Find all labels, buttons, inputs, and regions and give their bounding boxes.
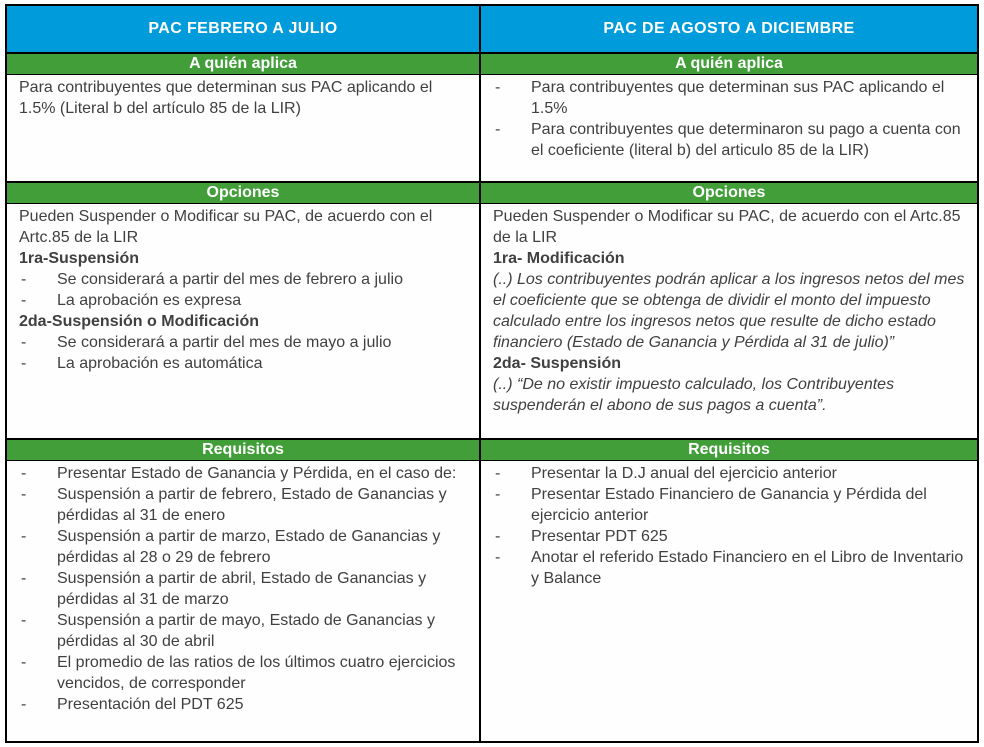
- column-header-pac-febrero-julio: PAC FEBRERO A JULIO: [7, 6, 481, 52]
- bullet-dash: -: [21, 570, 27, 587]
- list-item: [493, 547, 969, 589]
- bullet-text: Presentar Estado de Ganancia y Pérdida, en el caso de:: [57, 465, 457, 482]
- bullet-dash: -: [495, 465, 501, 482]
- bullet-text: Suspensión a partir de febrero, Estado de Ganancias y pérdidas al 31 de enero: [57, 486, 447, 524]
- paragraph: Pueden Suspender o Modificar su PAC, de acuerdo con el Artc.85 de la LIR: [19, 208, 433, 246]
- list-item: [19, 353, 471, 374]
- subheading-2da-suspension: 2da- Suspensión: [493, 355, 622, 372]
- bullet-dash: -: [21, 271, 27, 288]
- bullet-dash: -: [495, 486, 501, 503]
- table-header-row: [7, 6, 977, 52]
- bullet-text: Anotar el referido Estado Financiero en el Libro de Inventario y Balance: [531, 549, 964, 587]
- list-item: [493, 526, 969, 547]
- bullet-dash: -: [495, 528, 501, 545]
- bullet-text: Presentar la D.J anual del ejercicio anterior: [531, 465, 837, 482]
- section-row-opciones: [7, 181, 977, 204]
- section-title-requisitos-left: Requisitos: [7, 440, 481, 460]
- bullet-text: Presentación del PDT 625: [57, 696, 244, 713]
- cell-opciones-right: [481, 204, 977, 438]
- section-title-opciones-right: Opciones: [481, 183, 977, 203]
- bullet-dash: -: [21, 612, 27, 629]
- cell-opciones-left: [7, 204, 481, 438]
- bullet-dash: -: [21, 654, 27, 671]
- list-item: [19, 269, 471, 290]
- content-row-a-quien-aplica: [7, 75, 977, 181]
- bullet-text: Presentar Estado Financiero de Ganancia y Pérdida del ejercicio anterior: [531, 486, 927, 524]
- bullet-text: La aprobación es expresa: [57, 292, 242, 309]
- section-title-a-quien-aplica-right: A quién aplica: [481, 54, 977, 74]
- legal-quote: (..) “De no existir impuesto calculado, los Contribuyentes suspenderán el abono de sus pagos a cuenta”.: [493, 376, 895, 414]
- cell-requisitos-right: [481, 461, 977, 741]
- list-item: [19, 568, 471, 610]
- section-title-opciones-left: Opciones: [7, 183, 481, 203]
- subheading-1ra-suspension: 1ra-Suspensión: [19, 250, 140, 267]
- cell-aquien-right: [481, 75, 977, 181]
- bullet-text: Suspensión a partir de marzo, Estado de Ganancias y pérdidas al 28 o 29 de febrero: [57, 528, 441, 566]
- bullet-dash: -: [21, 486, 27, 503]
- list-item: [493, 77, 969, 119]
- content-row-requisitos: [7, 461, 977, 741]
- paragraph: Pueden Suspender o Modificar su PAC, de acuerdo con el Artc.85 de la LIR: [493, 208, 961, 246]
- pac-comparison-table: [5, 4, 979, 743]
- list-item: [19, 694, 471, 715]
- bullet-dash: -: [495, 549, 501, 566]
- bullet-dash: -: [495, 121, 501, 138]
- bullet-text: Se considerará a partir del mes de mayo a julio: [57, 334, 392, 351]
- list-item: [19, 484, 471, 526]
- section-title-a-quien-aplica-left: A quién aplica: [7, 54, 481, 74]
- list-item: [19, 463, 471, 484]
- bullet-dash: -: [21, 334, 27, 351]
- section-row-requisitos: [7, 438, 977, 461]
- list-item: [19, 610, 471, 652]
- list-item: [19, 652, 471, 694]
- bullet-text: Se considerará a partir del mes de febrero a julio: [57, 271, 403, 288]
- bullet-text: Presentar PDT 625: [531, 528, 668, 545]
- subheading-1ra-modificacion: 1ra- Modificación: [493, 250, 625, 267]
- cell-requisitos-left: [7, 461, 481, 741]
- bullet-dash: -: [21, 465, 27, 482]
- list-item: [19, 332, 471, 353]
- legal-quote: (..) Los contribuyentes podrán aplicar a los ingresos netos del mes el coeficiente que se obtenga de dividir el monto del impuesto calculado entre los ingresos netos que resulte de dicho estado financiero (Estado de Ganancia y Pérdida al 31 de julio)”: [493, 271, 965, 351]
- bullet-text: Suspensión a partir de mayo, Estado de Ganancias y pérdidas al 30 de abril: [57, 612, 435, 650]
- list-item: [493, 463, 969, 484]
- bullet-text: La aprobación es automática: [57, 355, 263, 372]
- cell-aquien-left: [7, 75, 481, 181]
- bullet-text: Suspensión a partir de abril, Estado de Ganancias y pérdidas al 31 de marzo: [57, 570, 427, 608]
- bullet-text: Para contribuyentes que determinaron su pago a cuenta con el coeficiente (literal b) del articulo 85 de la LIR): [531, 121, 961, 159]
- column-header-pac-agosto-diciembre: PAC DE AGOSTO A DICIEMBRE: [481, 6, 977, 52]
- section-title-requisitos-right: Requisitos: [481, 440, 977, 460]
- bullet-dash: -: [495, 79, 501, 96]
- bullet-text: El promedio de las ratios de los últimos cuatro ejercicios vencidos, de corresponder: [57, 654, 456, 692]
- content-row-opciones: [7, 204, 977, 438]
- section-row-a-quien-aplica: [7, 52, 977, 75]
- list-item: [19, 526, 471, 568]
- bullet-dash: -: [21, 355, 27, 372]
- bullet-dash: -: [21, 292, 27, 309]
- list-item: [493, 484, 969, 526]
- subheading-2da-suspension-modificacion: 2da-Suspensión o Modificación: [19, 313, 260, 330]
- paragraph: Para contribuyentes que determinan sus PAC aplicando el 1.5% (Literal b del artículo 85 de la LIR): [19, 79, 433, 117]
- bullet-dash: -: [21, 528, 27, 545]
- list-item: [493, 119, 969, 161]
- bullet-dash: -: [21, 696, 27, 713]
- list-item: [19, 290, 471, 311]
- bullet-text: Para contribuyentes que determinan sus PAC aplicando el 1.5%: [531, 79, 945, 117]
